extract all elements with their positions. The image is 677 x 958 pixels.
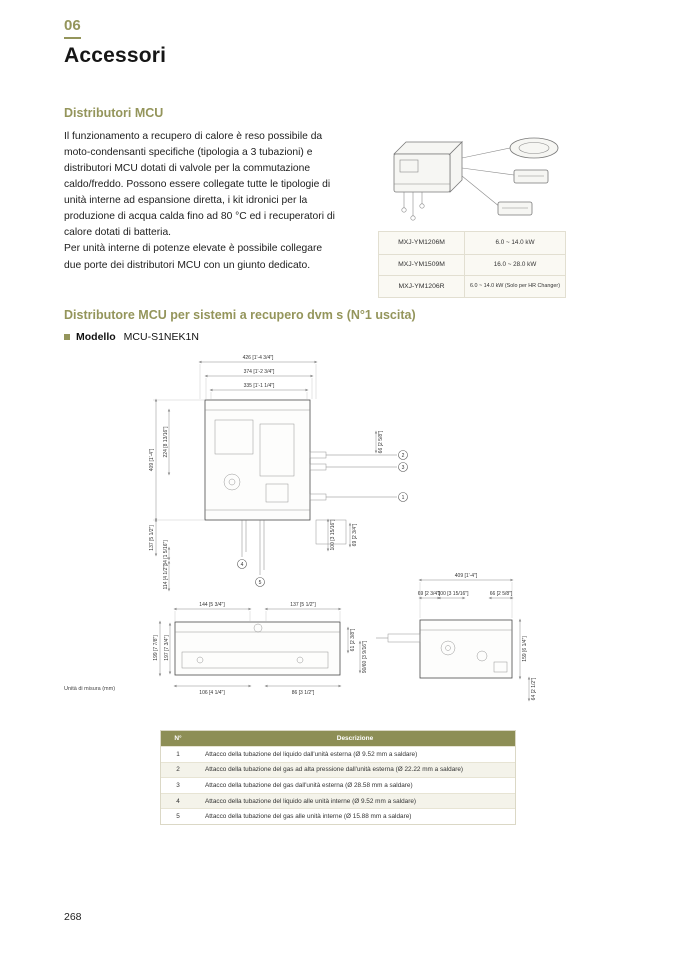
model-code: MXJ-YM1206R [379,276,465,297]
dimension-label: 90/60 [3 9/16"] [362,640,368,674]
column-header-desc: Descrizione [336,735,374,742]
dimension-label: 137 [5 1/2"] [290,602,316,608]
callout-5 [256,578,265,587]
dimension-label: 159 [6 1/4"] [522,636,528,662]
callout-4 [238,560,247,569]
model-value: MCU-S1NEK1N [123,331,199,343]
table-row [161,746,515,762]
port-description: Attacco della tubazione del gas alle unità interne (Ø 15.88 mm a saldare) [205,813,412,821]
port-number: 5 [176,813,180,821]
column-header-num: N° [174,735,182,742]
table-row [379,254,565,276]
table-header-row [161,731,515,746]
front-view-drawing [149,355,408,590]
section-title-distributori-mcu: Distributori MCU [64,106,164,120]
page-title: Accessori [64,44,167,67]
round-cassette-icon [510,138,558,158]
mcu-models-table [378,231,566,298]
dimension-label: 144 [5 3/4"] [199,602,225,608]
dimension-label: 199 [7 7/8"] [153,635,159,661]
dimension-label: 69 [2 3/4"] [417,591,441,597]
port-description: Attacco della tubazione del gas dall'unità esterna (Ø 28.58 mm a saldare) [205,781,413,789]
dimension-label: 197 [7 3/4"] [164,635,170,661]
dimension-label: 61 [2 3/8"] [350,628,356,652]
chapter-number: 06 [64,17,81,39]
model-code: MXJ-YM1206M [379,232,465,254]
port-number: 2 [176,766,180,774]
dimension-label: 224 [8 13/16"] [163,426,169,458]
table-row [161,808,515,824]
model-capacity: 16.0 ~ 28.0 kW [493,261,537,269]
dimension-label: 426 [1'-4 3/4"] [242,355,274,361]
intro-paragraph-2: Per unità interne di potenze elevate è possibile collegare due porte dei distributori MCU con un giunto dedicato. [64,243,323,271]
refrigerant-lines [462,148,514,207]
svg-text:1: 1 [401,495,405,501]
svg-text:3: 3 [401,465,405,471]
mcu-valves-icon [402,192,424,220]
port-number: 1 [176,750,180,758]
dimension-label: 34 [1 5/16"] [163,540,169,566]
ports-description-table [160,730,516,825]
dimension-label: 409 [1'-4"] [149,448,155,472]
dimension-label: 69 [2 3/4"] [352,523,358,547]
table-row [161,762,515,778]
dimension-label: 100 [3 15/16"] [330,519,336,551]
section-title-distributore-recupero: Distributore MCU per sistemi a recupero dvm s (N°1 uscita) [64,308,416,322]
intro-text [64,129,338,274]
table-row [379,232,565,254]
callout-3 [399,463,408,472]
page-number: 268 [64,911,82,923]
port-description: Attacco della tubazione del liquido dall'unità esterna (Ø 9.52 mm a saldare) [205,750,418,758]
dimension-label: 114 [4 1/2"] [163,564,169,590]
model-capacity: 6.0 ~ 14.0 kW [495,239,535,247]
model-capacity: 6.0 ~ 14.0 kW (Solo per HR Changer) [469,283,561,290]
dimension-label: 100 [3 15/16"] [437,591,469,597]
dimension-label: 374 [1'-2 3/4"] [243,369,275,375]
table-row [161,793,515,809]
table-body [161,746,515,824]
square-bullet-icon [64,334,70,340]
dimension-label: 106 [4 1/4"] [199,690,225,696]
table-row [379,275,565,297]
intro-paragraph-1: Il funzionamento a recupero di calore è reso possibile da moto-condensanti specifiche (tipologia a 3 tubazioni) e distributori MCU dotati di valvole per la commutazione caldo/freddo. Possono essere collegate tutte le tipologie di unità interne ad espansione diretta, i kit idronici per la produzione di acqua calda fino ad 80 °C ed i recuperatori di calore dotati di batteria. [64,131,335,239]
dimension-label: 66 [2 5/8"] [489,591,513,597]
dimension-label: 86 [3 1/2"] [291,690,315,696]
model-label: Modello [76,331,116,343]
mcu-unit-icon [394,142,462,192]
technical-drawing [70,352,615,710]
dimension-label: 64 [2 1/2"] [531,677,537,701]
side-view-drawing [376,573,537,700]
dimension-label: 335 [1'-1 1/4"] [243,383,275,389]
port-description: Attacco della tubazione del gas ad alta pressione dall'unità esterna (Ø 22.22 mm a saldare) [205,766,464,774]
svg-text:2: 2 [401,453,405,459]
port-number: 4 [176,797,180,805]
units-note: Unità di misura (mm) [64,686,116,692]
dimension-label: 409 [1'-4"] [454,573,478,579]
model-designation [64,331,199,343]
svg-text:5: 5 [258,580,262,586]
indoor-unit-icon-1 [514,170,548,183]
table-row [161,777,515,793]
mcu-system-illustration [382,124,577,228]
port-description: Attacco della tubazione del liquido alle unità interne (Ø 9.52 mm a saldare) [205,797,417,805]
callout-1 [399,493,408,502]
dimension-label: 66 [2 5/8"] [378,430,384,454]
port-number: 3 [176,781,180,789]
callout-2 [399,451,408,460]
indoor-unit-icon-2 [498,202,532,215]
dimension-label: 137 [5 1/2"] [149,525,155,551]
bottom-view-drawing [153,602,368,696]
svg-text:4: 4 [240,562,244,568]
model-code: MXJ-YM1509M [379,255,465,276]
